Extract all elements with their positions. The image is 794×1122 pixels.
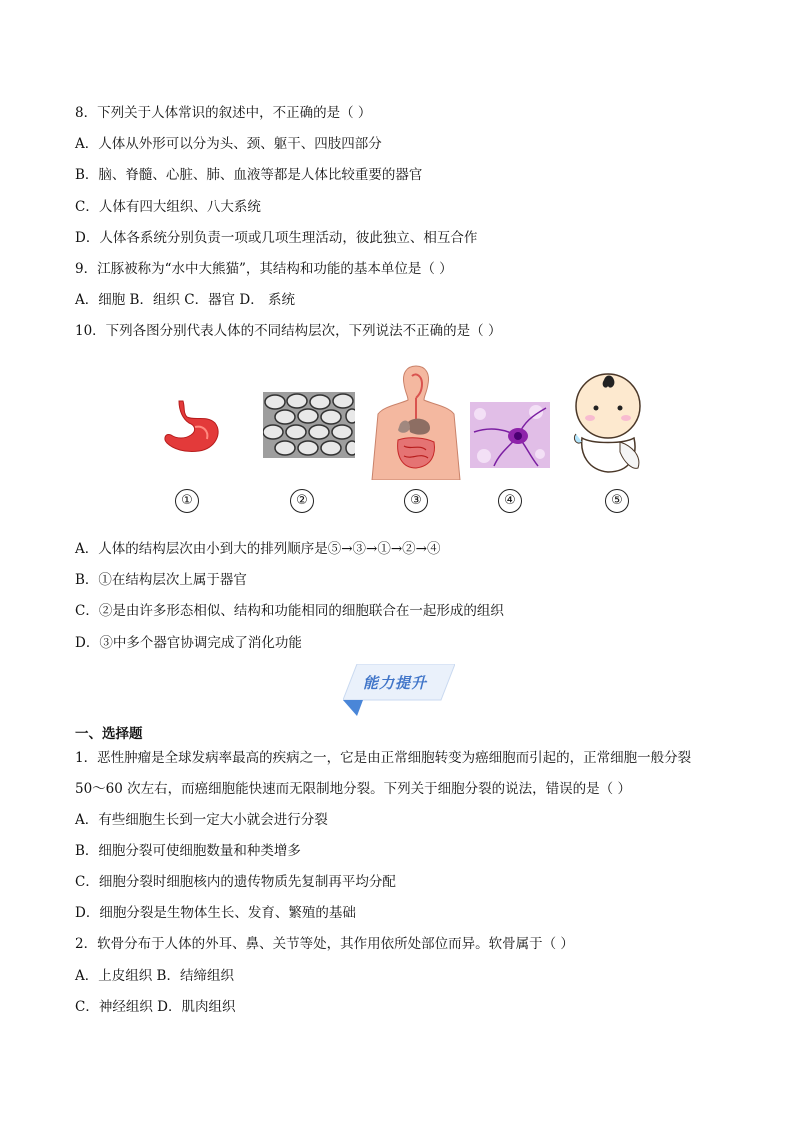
question-8-option-c: C．人体有四大组织、八大系统 [75, 199, 261, 215]
question-1-option-c: C．细胞分裂时细胞核内的遗传物质先复制再平均分配 [75, 874, 396, 890]
question-9-stem: 9．江豚被称为“水中大熊猫”，其结构和功能的基本单位是（ ） [75, 261, 453, 277]
question-8-stem: 8．下列关于人体常识的叙述中，不正确的是（ ） [75, 105, 372, 121]
tissue-image [263, 392, 355, 458]
ability-improvement-banner [343, 664, 455, 716]
question-2-stem: 2．软骨分布于人体的外耳、鼻、关节等处，其作用依所处部位而异。软骨属于（ ） [75, 936, 574, 952]
figure-label-3: ③ [404, 489, 428, 513]
question-2-options-ab: A．上皮组织 B．结缔组织 [75, 968, 234, 984]
figure-label-2: ② [290, 489, 314, 513]
question-8-option-a: A．人体从外形可以分为头、颈、躯干、四肢四部分 [75, 136, 382, 152]
question-9-options: A．细胞 B．组织 C．器官 D． 系统 [75, 292, 295, 308]
figure-label-4: ④ [498, 489, 522, 513]
baby-image [572, 372, 648, 476]
question-10-option-b: B．①在结构层次上属于器官 [75, 572, 247, 588]
question-10-option-a: A．人体的结构层次由小到大的排列顺序是⑤→③→①→②→④ [75, 541, 441, 557]
question-8-option-d: D．人体各系统分别负责一项或几项生理活动，彼此独立、相互合作 [75, 230, 478, 246]
question-8-option-b: B．脑、脊髓、心脏、肺、血液等都是人体比较重要的器官 [75, 167, 423, 183]
question-10-option-d: D．③中多个器官协调完成了消化功能 [75, 635, 302, 651]
structure-levels-figures [150, 362, 670, 522]
figure-label-1: ① [175, 489, 199, 513]
question-10-stem: 10．下列各图分别代表人体的不同结构层次，下列说法不正确的是（ ） [75, 323, 502, 339]
question-10-option-c: C．②是由许多形态相似、结构和功能相同的细胞联合在一起形成的组织 [75, 603, 504, 619]
nerve-cell-image [470, 402, 550, 468]
human-body-image [370, 362, 462, 480]
question-1-stem-line-1: 1．恶性肿瘤是全球发病率最高的疾病之一，它是由正常细胞转变为癌细胞而引起的，正常细胞一般分裂 [75, 750, 692, 766]
question-1-option-a: A．有些细胞生长到一定大小就会进行分裂 [75, 812, 328, 828]
stomach-image [155, 397, 225, 457]
question-2-options-cd: C．神经组织 D．肌肉组织 [75, 999, 236, 1015]
banner-title: 能力提升 [363, 674, 428, 692]
question-1-option-d: D．细胞分裂是生物体生长、发育、繁殖的基础 [75, 905, 356, 921]
figure-label-5: ⑤ [605, 489, 629, 513]
section-title: 一、选择题 [75, 726, 143, 742]
question-1-stem-line-2: 50～60 次左右，而癌细胞能快速而无限制地分裂。下列关于细胞分裂的说法，错误的是（ ） [75, 781, 631, 797]
question-1-option-b: B．细胞分裂可使细胞数量和种类增多 [75, 843, 301, 859]
